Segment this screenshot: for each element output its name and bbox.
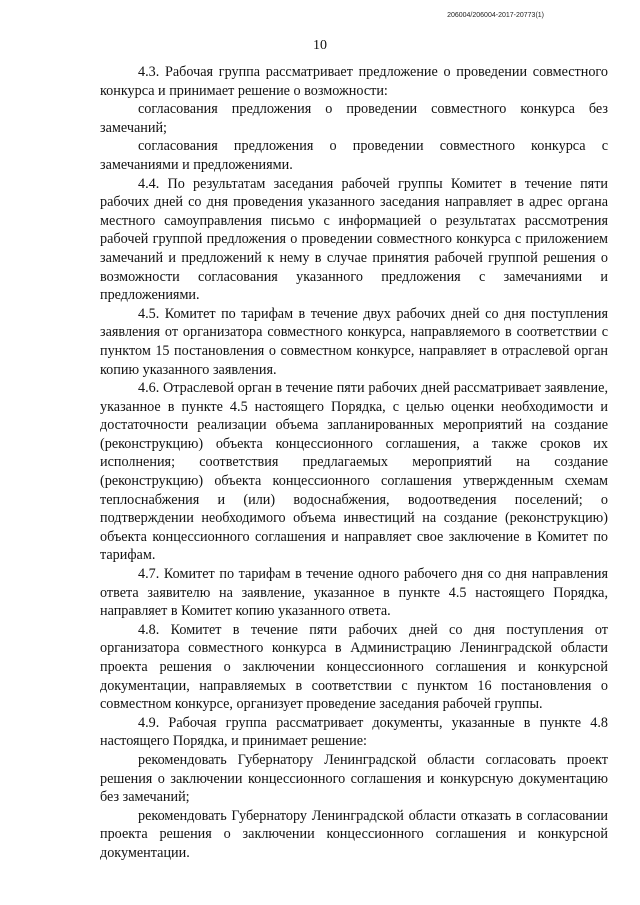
paragraph-4-7: 4.7. Комитет по тарифам в течение одного рабочего дня со дня направления ответа заявителю на заявление, указанное в пункте 4.5 настоящего Порядка, направляет в Комитет копию указанного ответа. — [100, 566, 608, 620]
list-item: согласования предложения о проведении совместного конкурса с замечаниями и предложениями. — [100, 138, 608, 173]
paragraph-4-3: 4.3. Рабочая группа рассматривает предложение о проведении совместного конкурса и принимает решение о возможности: — [100, 64, 608, 99]
paragraph-4-6: 4.6. Отраслевой орган в течение пяти рабочих дней рассматривает заявление, указанное в пункте 4.5 настоящего Порядка, с целью оценки необходимости и достаточности реализации объема запланированных мероприятий на создание (реконструкцию) объекта концессионного соглашения, а также сроков их исполнения; соответствия предлагаемых мероприятий на создание (реконструкцию) объекта концессионного соглашения утвержденным схемам теплоснабжения и (или) водоснабжения, водоотведения поселений; о подтверждении необходимого объема инвестиций на создание (реконструкцию) объекта концессионного соглашения и направляет свое заключение в Комитет по тарифам. — [100, 380, 608, 564]
document-body — [100, 63, 608, 863]
paragraph-4-4: 4.4. По результатам заседания рабочей группы Комитет в течение пяти рабочих дней со дня проведения указанного заседания направляет в адрес органа местного самоуправления письмо с информацией о результатах рассмотрения рабочей группой предложения о проведении совместного конкурса с приложением замечаний и предложений к нему в случае принятия рабочей группой решения о возможности согласования указанного предложения с замечаниями и предложениями. — [100, 175, 608, 304]
page-number: 10 — [313, 38, 327, 53]
paragraph-4-5: 4.5. Комитет по тарифам в течение двух рабочих дней со дня поступления заявления от организатора совместного конкурса, направляемого в соответствии с пунктом 15 постановления о совместном конкурсе, направляет в отраслевой орган копию указанного заявления. — [100, 305, 608, 378]
list-item: рекомендовать Губернатору Ленинградской области согласовать проект решения о заключении концессионного соглашения и конкурсную документацию без замечаний; — [100, 751, 608, 806]
list-item: согласования предложения о проведении совместного конкурса без замечаний; — [100, 101, 608, 136]
paragraph-4-9: 4.9. Рабочая группа рассматривает документы, указанные в пункте 4.8 настоящего Порядка, и принимает решение: — [100, 714, 608, 750]
paragraph-4-8: 4.8. Комитет в течение пяти рабочих дней со дня поступления от организатора совместного конкурса в Администрацию Ленинградской области проекта решения о заключении концессионного соглашения и конкурсной документации, направляемых в соответствии с пунктом 16 постановления о совместном конкурсе, организует проведение заседания рабочей группы. — [100, 621, 608, 713]
document-id: 206004/206004-2017-20773(1) — [447, 12, 544, 19]
list-item: рекомендовать Губернатору Ленинградской области отказать в согласовании проекта решения о заключении концессионного соглашения и конкурсной документации. — [100, 807, 608, 861]
